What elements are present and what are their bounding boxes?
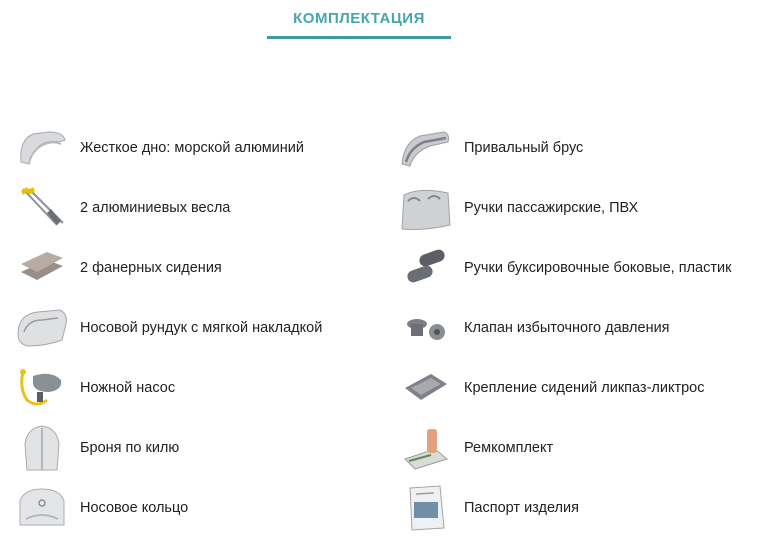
list-item [16,298,396,358]
repair-kit-icon [400,423,452,473]
boat-hull-icon [16,123,68,173]
equipment-list-left [16,118,396,538]
item-label: Носовой рундук с мягкой накладкой [80,320,323,336]
section-title: КОМПЛЕКТАЦИЯ [293,10,425,27]
seat-mount-icon [400,363,452,413]
item-label: 2 алюминиевых весла [80,200,231,216]
item-label: Паспорт изделия [464,500,579,516]
title-underline [267,36,451,39]
list-item [16,118,396,178]
list-item [16,478,396,538]
item-label: Привальный брус [464,140,584,156]
item-label: Ручки пассажирские, ПВХ [464,200,639,216]
item-label: Ремкомплект [464,440,554,456]
plywood-seats-icon [16,243,68,293]
pressure-valve-icon [400,303,452,353]
bow-ring-icon [16,483,68,533]
list-item [400,418,776,478]
list-item [16,418,396,478]
list-item [16,178,396,238]
foot-pump-icon [16,363,68,413]
list-item [16,358,396,418]
item-label: 2 фанерных сидения [80,260,222,276]
item-label: Броня по килю [80,440,180,456]
manual-icon [400,483,452,533]
passenger-handles-icon [400,183,452,233]
list-item [400,298,776,358]
list-item [16,238,396,298]
equipment-list-right [400,118,776,538]
item-label: Ножной насос [80,380,176,396]
oars-icon [16,183,68,233]
towing-handles-icon [400,243,452,293]
list-item [400,358,776,418]
keel-armor-icon [16,423,68,473]
item-label: Носовое кольцо [80,500,189,516]
item-label: Ручки буксировочные боковые, пластик [464,260,732,276]
item-label: Клапан избыточного давления [464,320,670,336]
item-label: Жесткое дно: морской алюминий [80,140,304,156]
list-item [400,118,776,178]
list-item [400,178,776,238]
list-item [400,478,776,538]
bow-locker-icon [16,303,68,353]
item-label: Крепление сидений ликпаз-ликтрос [464,380,705,396]
fender-rail-icon [400,123,452,173]
list-item [400,238,776,298]
